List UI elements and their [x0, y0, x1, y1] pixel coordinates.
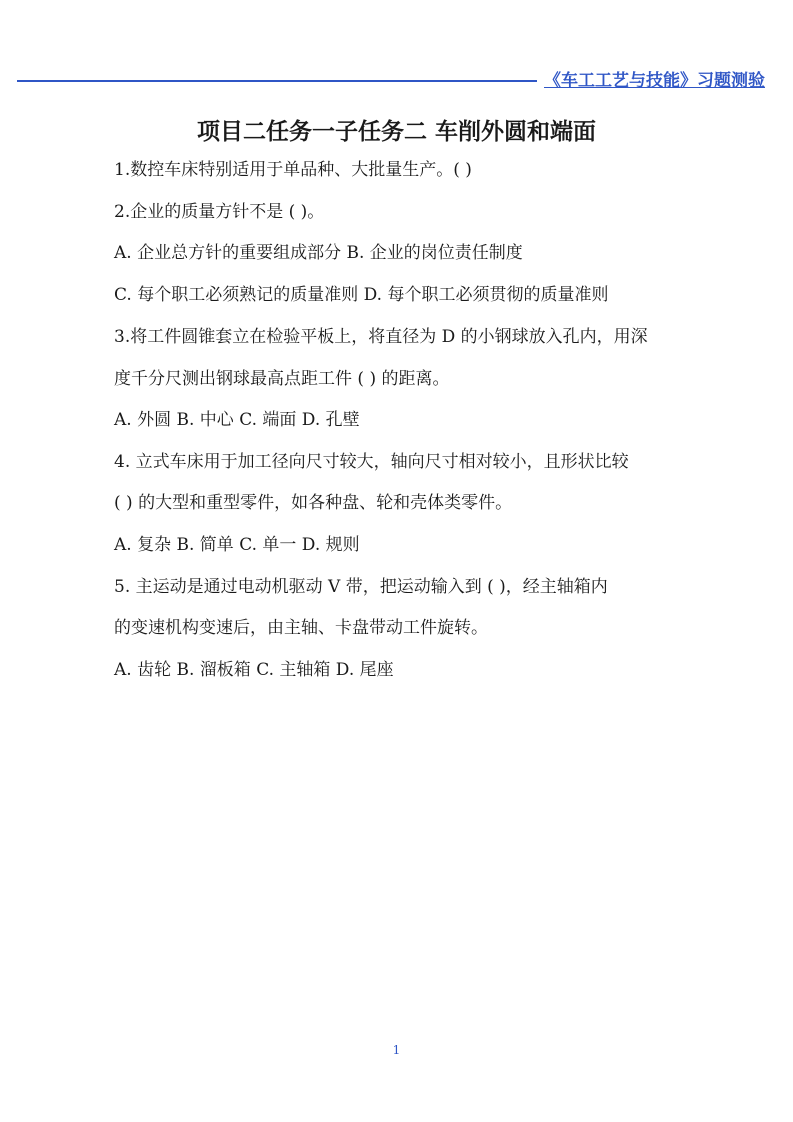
header-rule	[17, 80, 537, 82]
question-2: 2.企业的质量方针不是 ( )。	[114, 202, 325, 222]
question-4-line-2: ( ) 的大型和重型零件，如各种盘、轮和壳体类零件。	[114, 493, 513, 513]
question-2-options-ab: A. 企业总方针的重要组成部分 B. 企业的岗位责任制度	[114, 243, 523, 263]
question-5-line-2: 的变速机构变速后，由主轴、卡盘带动工件旋转。	[114, 618, 488, 638]
page-title: 项目二任务一子任务二 车削外圆和端面	[196, 119, 596, 145]
question-2-options-cd: C. 每个职工必须熟记的质量准则 D. 每个职工必须贯彻的质量准则	[114, 285, 609, 305]
question-5-options: A. 齿轮 B. 溜板箱 C. 主轴箱 D. 尾座	[114, 660, 394, 680]
question-3-line-1: 3.将工件圆锥套立在检验平板上，将直径为 D 的小钢球放入孔内，用深	[114, 327, 648, 347]
header-brand: 《车工工艺与技能》习题测验	[544, 71, 765, 91]
question-4-line-1: 4. 立式车床用于加工径向尺寸较大，轴向尺寸相对较小，且形状比较	[114, 452, 629, 472]
question-1: 1.数控车床特别适用于单品种、大批量生产。( )	[114, 160, 472, 180]
question-4-options: A. 复杂 B. 简单 C. 单一 D. 规则	[114, 535, 360, 555]
page-number: 1	[392, 1043, 401, 1057]
question-3-line-2: 度千分尺测出钢球最高点距工件 ( ) 的距离。	[114, 369, 450, 389]
question-3-options: A. 外圆 B. 中心 C. 端面 D. 孔壁	[114, 410, 360, 430]
question-5-line-1: 5. 主运动是通过电动机驱动 V 带，把运动输入到 ( )，经主轴箱内	[114, 577, 608, 597]
